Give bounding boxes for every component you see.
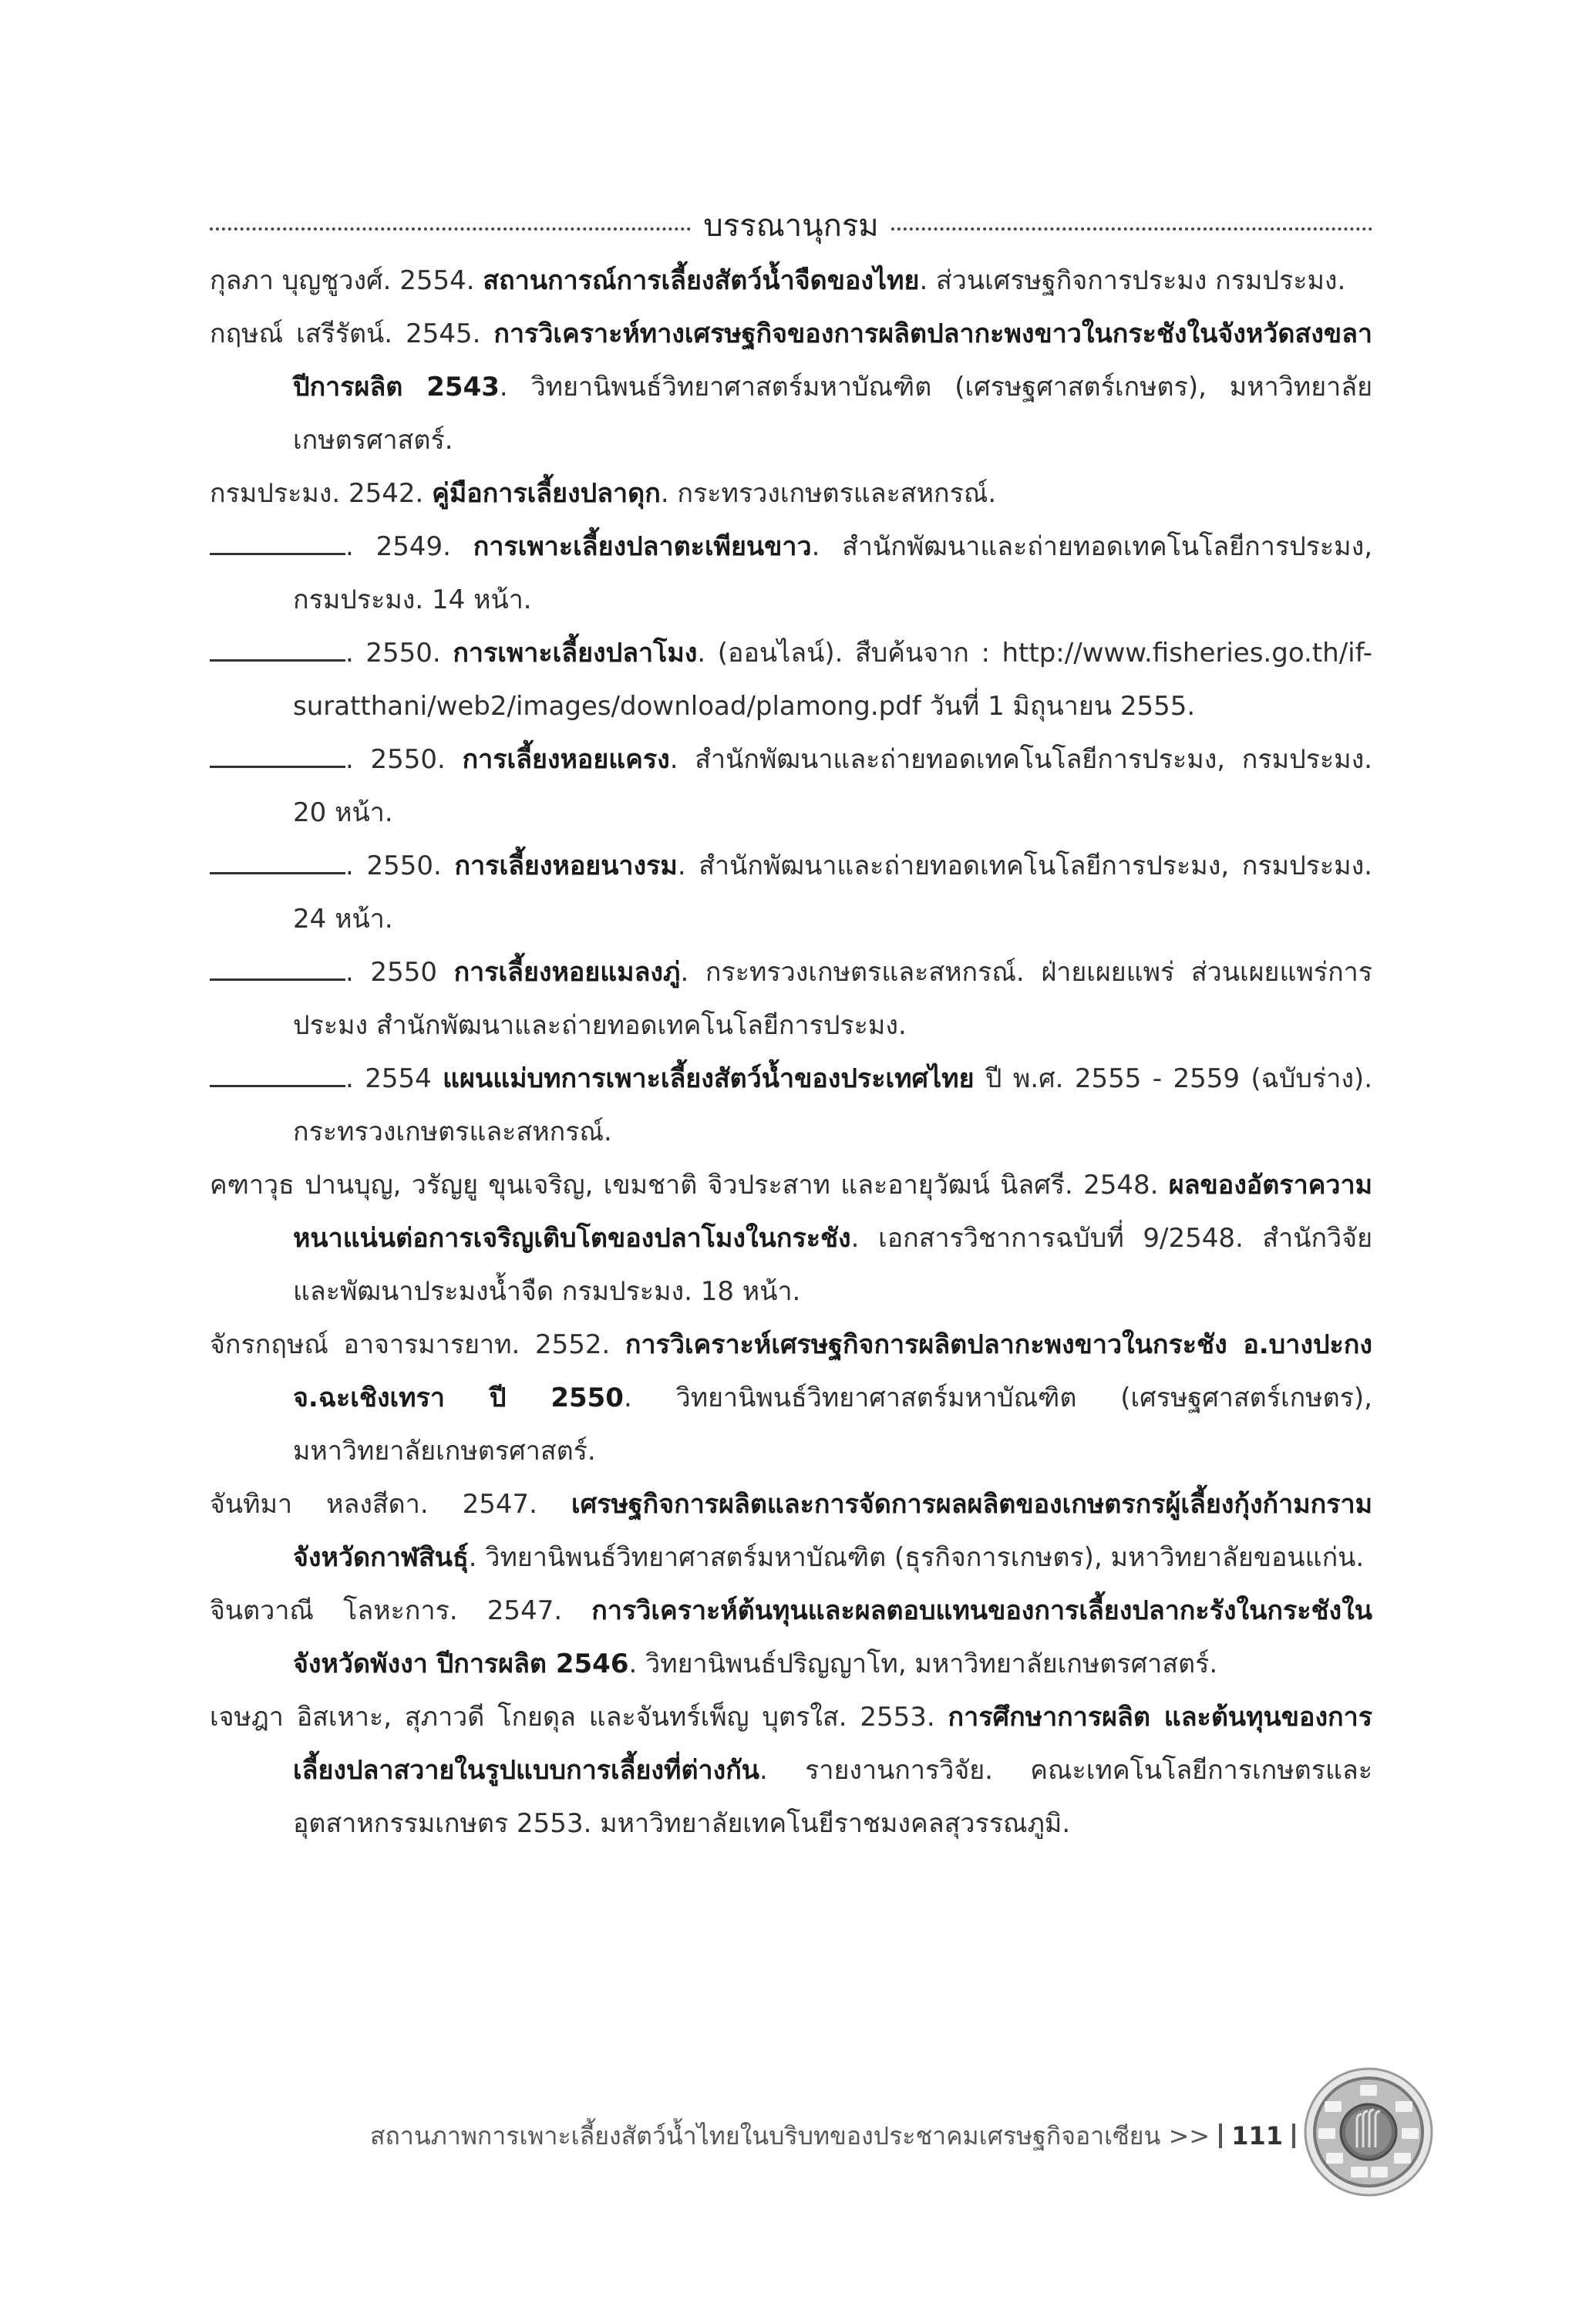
reference-title: การเลี้ยงหอยนางรม [454,850,678,881]
reference-entry [210,520,1372,627]
reference-entry [210,467,1372,520]
reference-title: การวิเคราะห์ต้นทุนและผลตอบแทนของการเลี้ยงปลากะรังในกระชังในจังหวัดพังงา ปีการผลิต 2546 [293,1595,1372,1679]
reference-details: . วิทยานิพนธ์วิทยาศาสตร์มหาบัณฑิต (เศรษฐศาสตร์เกษตร), มหาวิทยาลัยเกษตรศาสตร์. [293,372,1372,456]
reference-entry [210,1053,1372,1159]
reference-details: . วิทยานิพนธ์ปริญญาโท, มหาวิทยาลัยเกษตรศาสตร์. [628,1649,1218,1679]
reference-details: . สำนักพัฒนาและถ่ายทอดเทคโนโลยีการประมง, กรมประมง. 14 หน้า. [293,531,1373,615]
reference-list [210,254,1372,1851]
reference-details: . สำนักพัฒนาและถ่ายทอดเทคโนโลยีการประมง, กรมประมง. 20 หน้า. [293,744,1372,828]
reference-details: . เอกสารวิชาการฉบับที่ 9/2548. สำนักวิจัยและพัฒนาประมงน้ำจืด กรมประมง. 18 หน้า. [293,1223,1372,1307]
reference-title: การเพาะเลี้ยงปลาตะเพียนขาว [473,531,812,562]
reference-entry [210,254,1372,308]
reference-title: การเลี้ยงหอยแมลงภู่ [453,957,681,988]
reference-title: ผลของอัตราความหนาแน่นต่อการเจริญเติบโตของปลาโมงในกระชัง [293,1170,1372,1254]
reference-author-year: . 2554 [345,1063,443,1094]
reference-author-year: กรมประมง. 2542. [210,478,433,509]
reference-entry [210,1585,1372,1691]
footer-title: สถานภาพการเพาะเลี้ยงสัตว์น้ำไทยในบริบทของประชาคมเศรษฐกิจอาเซียน >> [370,2120,1210,2151]
reference-author-year: จักรกฤษณ์ อาจารมารยาท. 2552. [210,1329,625,1360]
reference-author-year: . 2549. [345,531,473,562]
reference-entry [210,1478,1372,1585]
reference-title: การวิเคราะห์ทางเศรษฐกิจของการผลิตปลากะพงขาวในกระชังในจังหวัดสงขลา ปีการผลิต 2543 [293,318,1372,402]
reference-entry [210,1159,1372,1319]
repeated-author-line [210,1062,345,1087]
reference-title: เศรษฐกิจการผลิตและการจัดการผลผลิตของเกษตรกรผู้เลี้ยงกุ้งก้ามกราม จังหวัดกาฬสินธุ์ [293,1489,1372,1573]
reference-author-year: กุลภา บุญชูวงศ์. 2554. [210,265,483,296]
reference-details: ปี พ.ศ. 2555 - 2559 (ฉบับร่าง). กระทรวงเกษตรและสหกรณ์. [293,1063,1372,1147]
reference-author-year: . 2550. [345,744,463,775]
repeated-author-line [210,636,345,662]
asean-emblem-icon [1303,2066,1434,2198]
reference-author-year: . 2550 [345,957,454,988]
reference-entry [210,627,1372,733]
footer-divider [1219,2124,1222,2148]
reference-details: . วิทยานิพนธ์วิทยาศาสตร์มหาบัณฑิต (เศรษฐศาสตร์เกษตร), มหาวิทยาลัยเกษตรศาสตร์. [293,1383,1372,1467]
reference-details: . (ออนไลน์). สืบค้นจาก : http://www.fisheries.go.th/if-suratthani/web2/images/download/plamong.pdf วันที่ 1 มิถุนายน 2555. [293,638,1372,722]
reference-title: คู่มือการเลี้ยงปลาดุก [432,478,661,509]
reference-title: การเลี้ยงหอยแครง [462,744,670,775]
reference-details: . วิทยานิพนธ์วิทยาศาสตร์มหาบัณฑิต (ธุรกิจการเกษตร), มหาวิทยาลัยขอนแก่น. [468,1542,1365,1573]
reference-author-year: จันทิมา หลงสีดา. 2547. [210,1489,571,1520]
reference-author-year: กฤษณ์ เสรีรัตน์. 2545. [210,318,494,349]
footer-divider [1292,2124,1295,2148]
repeated-author-line [210,955,345,981]
reference-entry [210,1691,1372,1851]
reference-details: . ส่วนเศรษฐกิจการประมง กรมประมง. [919,265,1346,296]
repeated-author-line [210,530,345,555]
reference-title: แผนแม่บทการเพาะเลี้ยงสัตว์น้ำของประเทศไทย [443,1063,975,1094]
reference-details: . กระทรวงเกษตรและสหกรณ์. ฝ่ายเผยแพร่ ส่วนเผยแพร่การประมง สำนักพัฒนาและถ่ายทอดเทคโนโลยีการประมง. [293,957,1373,1041]
header-dotted-rule-left [210,227,691,231]
reference-entry [210,1319,1372,1478]
page-number: 111 [1231,2121,1283,2151]
reference-entry [210,946,1372,1053]
repeated-author-line [210,743,345,768]
reference-author-year: คฑาวุธ ปานบุญ, วรัญยู ขุนเจริญ, เขมชาติ จิวประสาท และอายุวัฒน์ นิลศรี. 2548. [210,1170,1169,1201]
reference-author-year: จินตวาณี โลหะการ. 2547. [210,1595,592,1626]
reference-title: การวิเคราะห์เศรษฐกิจการผลิตปลากะพงขาวในกระชัง อ.บางปะกง จ.ฉะเชิงเทรา ปี 2550 [293,1329,1372,1413]
section-title: บรรณานุกรม [703,208,879,244]
reference-title: การศึกษาการผลิต และต้นทุนของการเลี้ยงปลาสวายในรูปแบบการเลี้ยงที่ต่างกัน [293,1702,1372,1786]
reference-title: การเพาะเลี้ยงปลาโมง [453,638,698,669]
reference-author-year: . 2550. [345,850,455,881]
header-dotted-rule-right [891,227,1372,231]
reference-entry [210,840,1372,946]
reference-author-year: . 2550. [345,638,453,669]
reference-author-year: เจษฎา อิสเหาะ, สุภาวดี โกยดุล และจันทร์เพ็ญ บุตรใส. 2553. [210,1702,948,1733]
reference-details: . สำนักพัฒนาและถ่ายทอดเทคโนโลยีการประมง, กรมประมง. 24 หน้า. [293,850,1372,935]
reference-entry [210,308,1372,467]
section-header [210,202,1372,248]
reference-entry [210,733,1372,840]
reference-details: . รายงานการวิจัย. คณะเทคโนโลยีการเกษตรและอุตสาหกรรมเกษตร 2553. มหาวิทยาลัยเทคโนยีราชมงคลสุวรรณภูมิ. [293,1755,1372,1839]
page-footer [370,2113,1295,2159]
reference-details: . กระทรวงเกษตรและสหกรณ์. [660,478,997,509]
reference-title: สถานการณ์การเลี้ยงสัตว์น้ำจืดของไทย [483,265,920,296]
repeated-author-line [210,849,345,874]
